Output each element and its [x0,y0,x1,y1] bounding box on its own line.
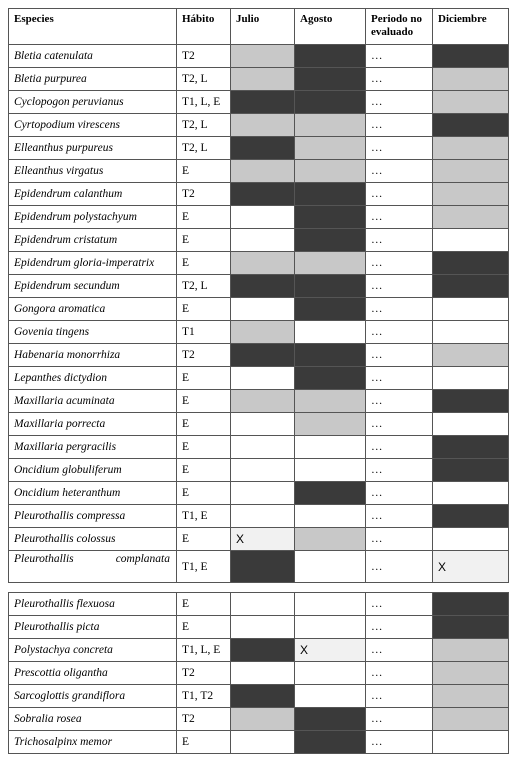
julio-cell [231,616,295,639]
habit-cell: E [177,413,231,436]
agosto-cell [295,68,366,91]
diciembre-cell [433,45,509,68]
periodo-cell: … [366,206,433,229]
table-row [9,114,509,137]
habit-cell: E [177,298,231,321]
periodo-cell: … [366,275,433,298]
periodo-cell: … [366,45,433,68]
species-name: Elleanthus virgatus [9,160,177,183]
periodo-cell: … [366,91,433,114]
species-name: Bletia purpurea [9,68,177,91]
page-break [8,585,508,592]
periodo-cell: … [366,298,433,321]
species-name: Sarcoglottis grandiflora [9,685,177,708]
diciembre-cell [433,252,509,275]
agosto-cell [295,137,366,160]
julio-cell [231,593,295,616]
agosto-cell [295,91,366,114]
diciembre-cell [433,344,509,367]
agosto-cell [295,505,366,528]
julio-cell [231,685,295,708]
agosto-cell [295,229,366,252]
periodo-cell: … [366,616,433,639]
table-row [9,593,509,616]
table-row [9,321,509,344]
habit-cell: T1, E [177,505,231,528]
species-name: Epidendrum calanthum [9,183,177,206]
habit-cell: E [177,593,231,616]
species-name: Sobralia rosea [9,708,177,731]
species-name [9,551,177,583]
table-row [9,639,509,662]
table-row [9,252,509,275]
periodo-cell: … [366,593,433,616]
agosto-cell [295,551,366,583]
agosto-cell [295,321,366,344]
agosto-cell [295,662,366,685]
table-row [9,505,509,528]
agosto-cell [295,482,366,505]
julio-cell [231,459,295,482]
habit-cell: E [177,616,231,639]
periodo-cell: … [366,252,433,275]
diciembre-cell [433,662,509,685]
diciembre-cell [433,413,509,436]
habit-cell: T2, L [177,114,231,137]
habit-cell: E [177,229,231,252]
periodo-cell: … [366,505,433,528]
julio-cell [231,367,295,390]
species-name: Pleurothallis colossus [9,528,177,551]
agosto-cell [295,275,366,298]
species-name-epithet: complanata [115,553,170,565]
diciembre-cell [433,367,509,390]
julio-cell [231,482,295,505]
table-row [9,45,509,68]
julio-cell [231,183,295,206]
agosto-cell [295,114,366,137]
species-name: Trichosalpinx memor [9,731,177,754]
header-habito: Hábito [177,9,231,45]
agosto-cell [295,390,366,413]
julio-cell [231,68,295,91]
agosto-cell [295,45,366,68]
table-row [9,459,509,482]
table-row [9,436,509,459]
julio-cell [231,528,295,551]
table-row [9,551,509,583]
habit-cell: T2, L [177,137,231,160]
periodo-cell: … [366,160,433,183]
habit-cell: T2 [177,344,231,367]
habit-cell: E [177,367,231,390]
table-row [9,229,509,252]
agosto-cell [295,160,366,183]
habit-cell: T2, L [177,68,231,91]
periodo-cell: … [366,685,433,708]
species-name: Prescottia oligantha [9,662,177,685]
species-name: Epidendrum gloria-imperatrix [9,252,177,275]
julio-cell [231,344,295,367]
periodo-cell: … [366,183,433,206]
diciembre-cell [433,68,509,91]
diciembre-cell [433,160,509,183]
periodo-cell: … [366,321,433,344]
agosto-cell [295,685,366,708]
julio-cell [231,390,295,413]
table-row [9,275,509,298]
species-name: Epidendrum cristatum [9,229,177,252]
periodo-cell: … [366,482,433,505]
habit-cell: T1, T2 [177,685,231,708]
habit-cell: T2 [177,662,231,685]
agosto-cell [295,616,366,639]
periodo-cell: … [366,436,433,459]
agosto-cell [295,367,366,390]
species-name: Lepanthes dictydion [9,367,177,390]
julio-cell [231,662,295,685]
species-name: Bletia catenulata [9,45,177,68]
agosto-cell [295,731,366,754]
species-name: Habenaria monorrhiza [9,344,177,367]
species-name: Oncidium heteranthum [9,482,177,505]
agosto-cell [295,413,366,436]
diciembre-cell [433,731,509,754]
diciembre-cell [433,685,509,708]
species-name: Epidendrum secundum [9,275,177,298]
table-row [9,160,509,183]
agosto-cell [295,593,366,616]
habit-cell: T2, L [177,275,231,298]
diciembre-cell [433,436,509,459]
diciembre-cell [433,390,509,413]
species-name: Gongora aromatica [9,298,177,321]
table-row [9,206,509,229]
species-name: Cyclopogon peruvianus [9,91,177,114]
header-periodo: Periodo no evaluado [366,9,433,45]
diciembre-cell [433,206,509,229]
diciembre-cell [433,616,509,639]
habit-cell: E [177,436,231,459]
periodo-cell: … [366,459,433,482]
diciembre-cell [433,114,509,137]
species-name: Pleurothallis flexuosa [9,593,177,616]
diciembre-cell [433,593,509,616]
diciembre-cell [433,229,509,252]
diciembre-cell [433,639,509,662]
table-row [9,344,509,367]
table-row [9,528,509,551]
habit-cell: T2 [177,183,231,206]
julio-cell [231,137,295,160]
periodo-cell: … [366,662,433,685]
diciembre-cell [433,298,509,321]
periodo-cell: … [366,114,433,137]
species-name: Polystachya concreta [9,639,177,662]
habit-cell: E [177,206,231,229]
diciembre-cell [433,528,509,551]
periodo-cell: … [366,731,433,754]
habit-cell: E [177,252,231,275]
table-row [9,413,509,436]
table-row [9,708,509,731]
agosto-cell [295,206,366,229]
species-name: Maxillaria acuminata [9,390,177,413]
diciembre-cell [433,91,509,114]
julio-cell [231,252,295,275]
julio-cell [231,731,295,754]
habit-cell: E [177,390,231,413]
agosto-cell [295,252,366,275]
julio-cell [231,708,295,731]
diciembre-cell [433,183,509,206]
x-mark: X [438,559,447,574]
table-row [9,662,509,685]
julio-cell [231,321,295,344]
table-row [9,91,509,114]
header-especies: Especies [9,9,177,45]
species-name-genus: Pleurothallis [14,553,74,565]
periodo-cell: … [366,413,433,436]
diciembre-cell [433,505,509,528]
table-row [9,183,509,206]
species-name: Maxillaria porrecta [9,413,177,436]
table-row [9,390,509,413]
diciembre-cell [433,321,509,344]
diciembre-cell [433,551,509,583]
julio-cell [231,114,295,137]
periodo-cell: … [366,528,433,551]
julio-cell [231,505,295,528]
header-julio: Julio [231,9,295,45]
habit-cell: T2 [177,708,231,731]
periodo-cell: … [366,390,433,413]
julio-cell [231,413,295,436]
table-row [9,367,509,390]
periodo-cell: … [366,367,433,390]
periodo-cell: … [366,229,433,252]
species-name: Elleanthus purpureus [9,137,177,160]
species-name: Epidendrum polystachyum [9,206,177,229]
julio-cell [231,551,295,583]
species-name: Pleurothallis compressa [9,505,177,528]
x-mark: X [300,643,309,657]
table-row [9,685,509,708]
julio-cell [231,298,295,321]
table-row [9,298,509,321]
species-name: Pleurothallis picta [9,616,177,639]
agosto-cell [295,298,366,321]
table-row [9,616,509,639]
periodo-cell: … [366,137,433,160]
agosto-cell [295,639,366,662]
table-row [9,68,509,91]
agosto-cell [295,183,366,206]
periodo-cell: … [366,708,433,731]
habit-cell: T1, L, E [177,639,231,662]
header-row [9,9,509,45]
agosto-cell [295,528,366,551]
phenology-table-part-2 [8,592,509,754]
diciembre-cell [433,459,509,482]
agosto-cell [295,708,366,731]
periodo-cell: … [366,68,433,91]
julio-cell [231,206,295,229]
agosto-cell [295,436,366,459]
julio-cell [231,275,295,298]
header-agosto: Agosto [295,9,366,45]
julio-cell [231,160,295,183]
periodo-cell: … [366,639,433,662]
species-name: Maxillaria pergracilis [9,436,177,459]
table-row [9,731,509,754]
habit-cell: T2 [177,45,231,68]
table-row [9,137,509,160]
habit-cell: E [177,160,231,183]
periodo-cell: … [366,551,433,583]
species-name: Govenia tingens [9,321,177,344]
x-mark: X [236,532,245,546]
habit-cell: T1, E [177,551,231,583]
habit-cell: E [177,731,231,754]
diciembre-cell [433,275,509,298]
diciembre-cell [433,137,509,160]
habit-cell: E [177,528,231,551]
phenology-table-part-1 [8,8,509,583]
header-diciembre: Diciembre [433,9,509,45]
julio-cell [231,229,295,252]
diciembre-cell [433,708,509,731]
diciembre-cell [433,482,509,505]
habit-cell: T1 [177,321,231,344]
agosto-cell [295,344,366,367]
julio-cell [231,639,295,662]
periodo-cell: … [366,344,433,367]
table-row [9,482,509,505]
species-name: Oncidium globuliferum [9,459,177,482]
habit-cell: E [177,482,231,505]
julio-cell [231,45,295,68]
habit-cell: E [177,459,231,482]
agosto-cell [295,459,366,482]
julio-cell [231,91,295,114]
julio-cell [231,436,295,459]
species-name: Cyrtopodium virescens [9,114,177,137]
habit-cell: T1, L, E [177,91,231,114]
